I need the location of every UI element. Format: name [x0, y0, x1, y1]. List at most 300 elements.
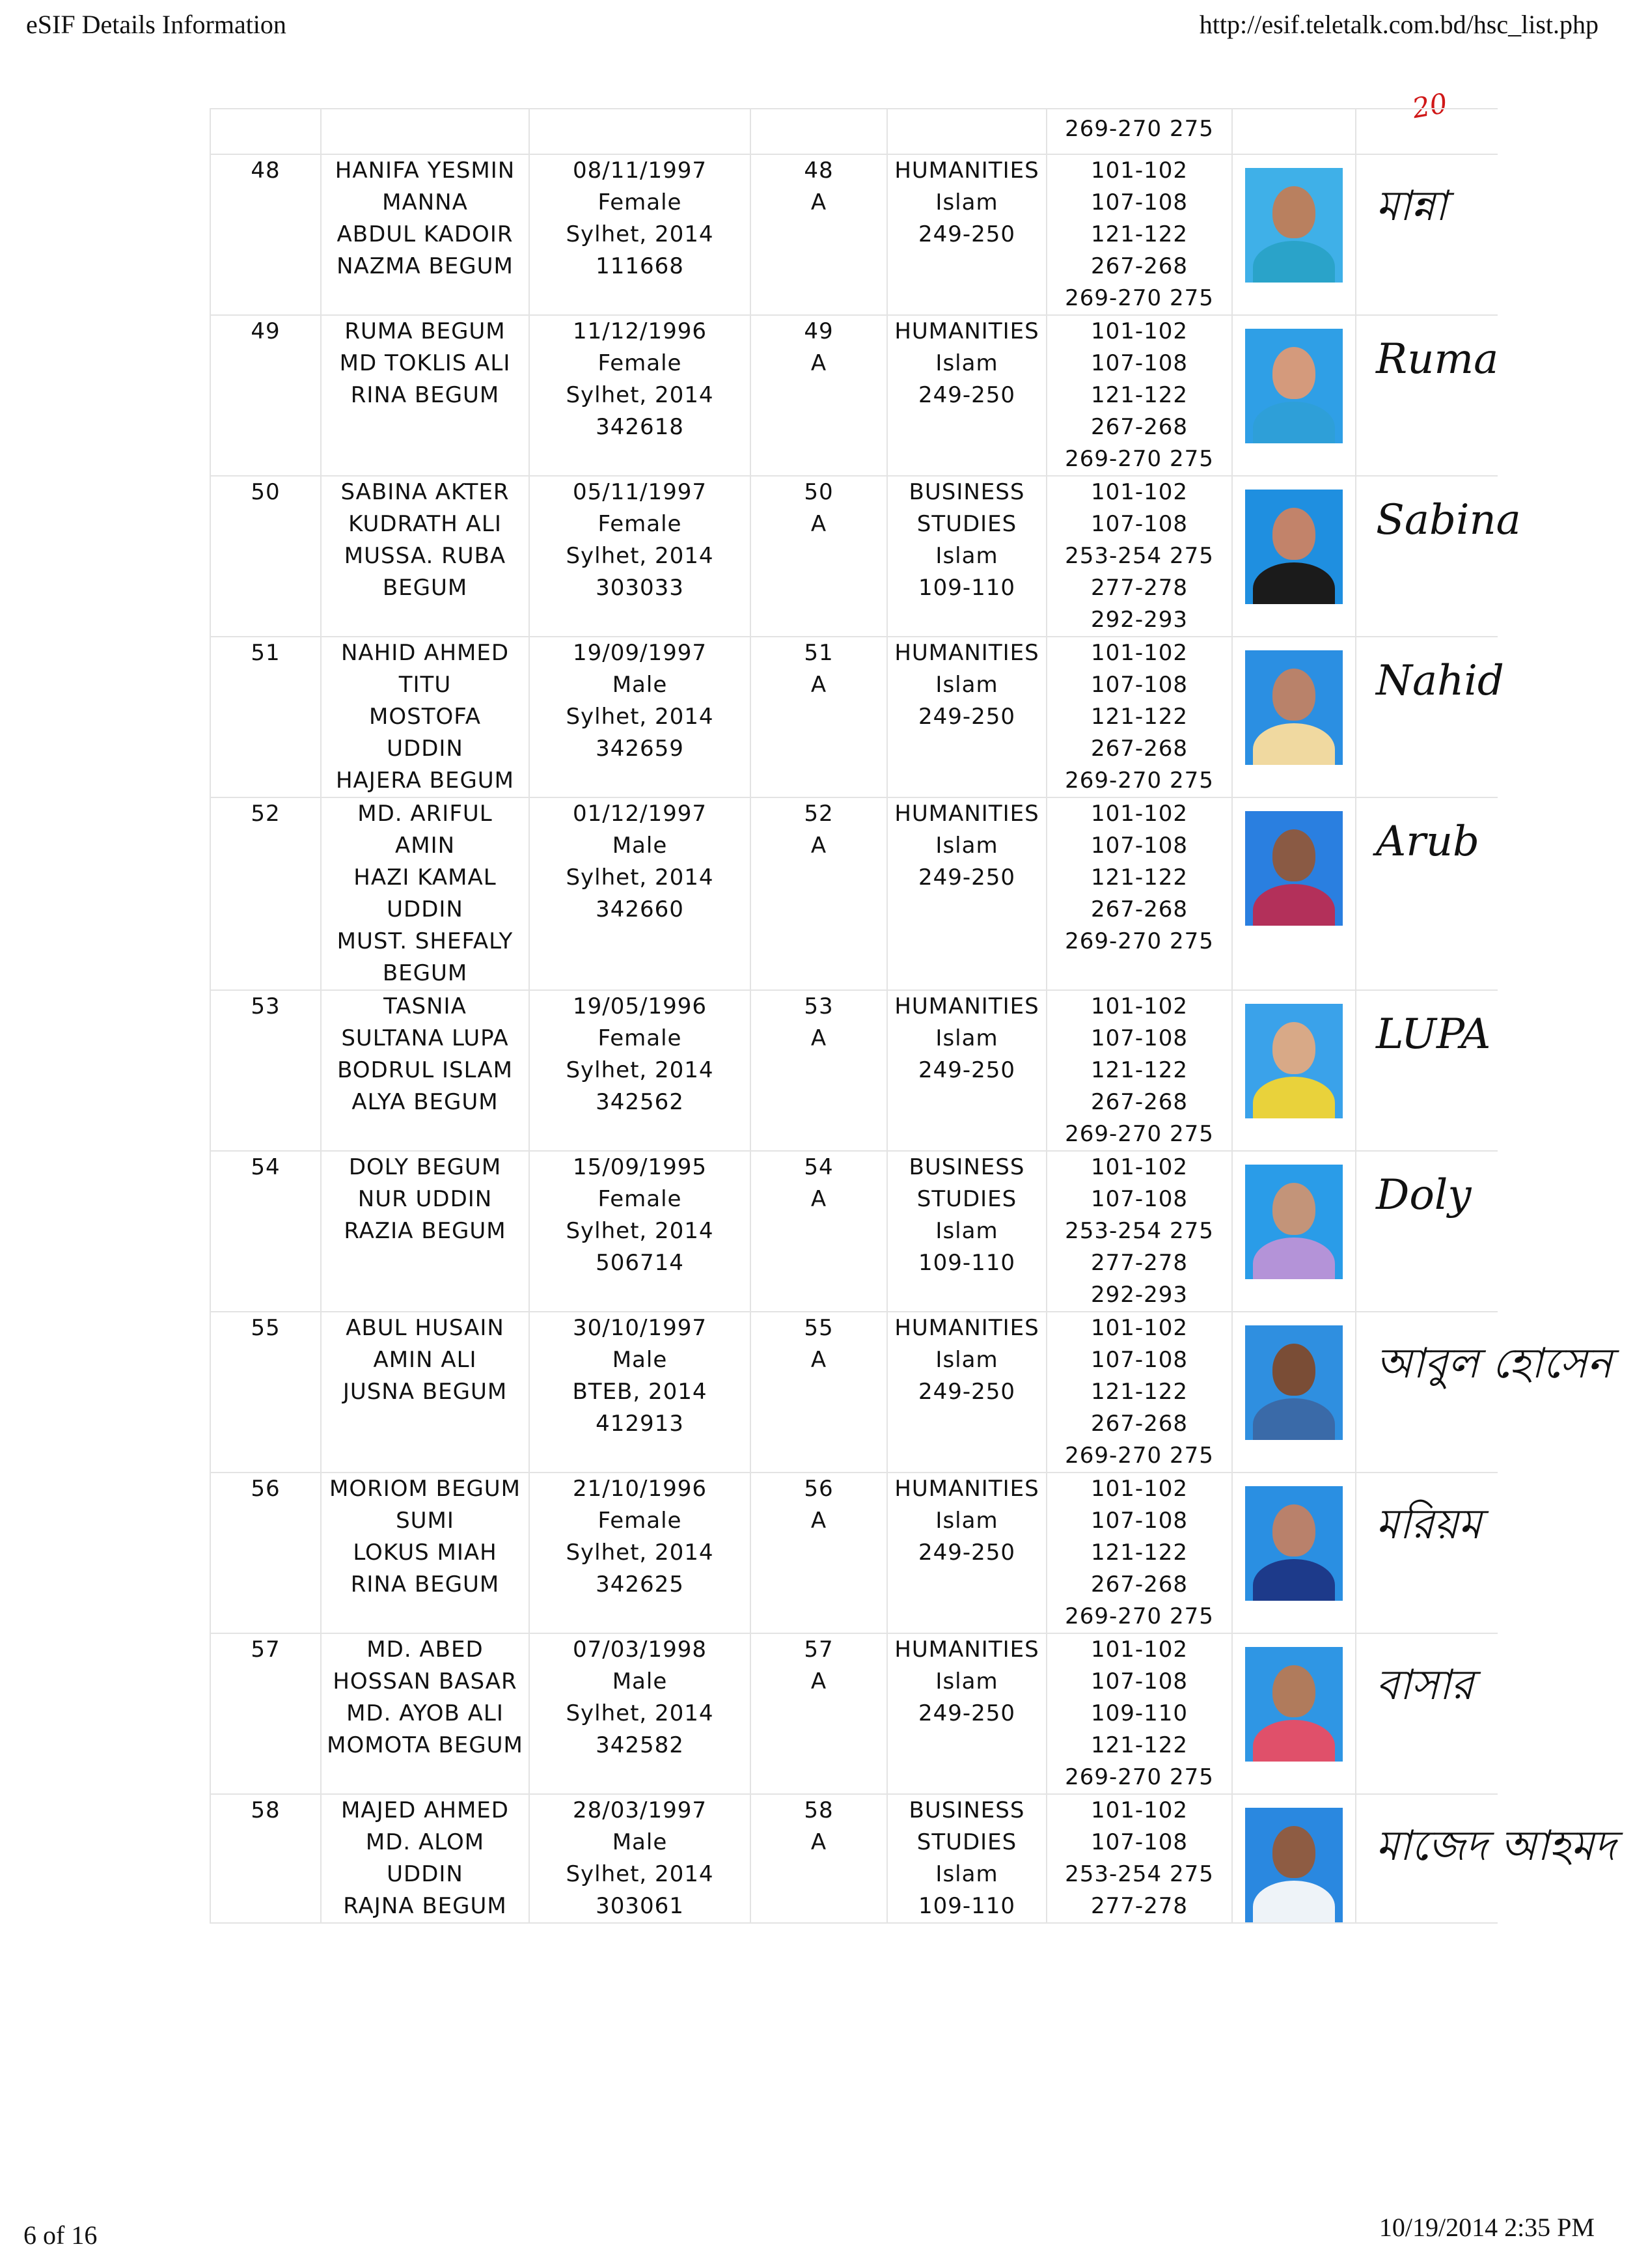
name-line: MUSSA. RUBA [344, 543, 506, 569]
group-line: 249-250 [918, 1540, 1016, 1566]
signature: Ruma [1376, 335, 1499, 383]
name-line: AMIN ALI [373, 1347, 477, 1373]
student-table-body [210, 109, 1616, 1923]
name-cell [321, 637, 529, 797]
subject-line: 267-268 [1090, 1571, 1188, 1597]
signature: মাজেদ আহমদ [1376, 1822, 1616, 1870]
photo-face [1272, 1183, 1315, 1235]
signature-cell [1356, 1312, 1612, 1473]
roll-cell [750, 797, 887, 990]
group-line: HUMANITIES [894, 1476, 1039, 1502]
name-line: KUDRATH ALI [348, 511, 502, 537]
group-line: 249-250 [918, 864, 1016, 891]
info-line: 01/12/1997 [573, 801, 707, 827]
name-cell [321, 1151, 529, 1312]
photo-clothing [1253, 1077, 1335, 1118]
info-line: 19/09/1997 [573, 640, 707, 666]
info-line: 28/03/1997 [573, 1797, 707, 1823]
name-line: BEGUM [382, 575, 468, 601]
student-photo [1245, 1325, 1343, 1440]
name-cell [321, 1473, 529, 1633]
name-line: BEGUM [382, 960, 468, 986]
info-line: 11/12/1996 [573, 318, 707, 344]
info-line: 111668 [596, 253, 684, 279]
group-line: 249-250 [918, 1700, 1016, 1726]
student-photo [1245, 811, 1343, 926]
group-line: Islam [935, 1347, 998, 1373]
section-letter: A [810, 350, 827, 376]
student-photo [1245, 650, 1343, 765]
serial-cell [210, 1633, 321, 1794]
name-line: MD. AYOB ALI [346, 1700, 504, 1726]
info-line: 08/11/1997 [573, 158, 707, 184]
subject-line: 253-254 275 [1065, 1861, 1214, 1887]
serial-cell [210, 1151, 321, 1312]
subject-line: 253-254 275 [1065, 1218, 1214, 1244]
name-line: MD TOKLIS ALI [339, 350, 511, 376]
group-line: BUSINESS [909, 1797, 1025, 1823]
subject-line: 121-122 [1090, 221, 1188, 247]
signature-cell [1356, 315, 1498, 476]
photo-face [1272, 669, 1315, 721]
group-line: 249-250 [918, 1379, 1016, 1405]
signature-cell [1356, 990, 1498, 1151]
info-line: Sylhet, 2014 [566, 1057, 714, 1083]
page-header-title: eSIF Details Information [26, 10, 286, 39]
info-line: 342582 [596, 1732, 684, 1758]
group-line: Islam [935, 1508, 998, 1534]
name-line: HAZI KAMAL [353, 864, 497, 891]
page-header-url: http://esif.teletalk.com.bd/hsc_list.php [1199, 10, 1599, 39]
serial-cell [210, 797, 321, 990]
name-cell [321, 476, 529, 637]
name-line: ALYA BEGUM [351, 1089, 499, 1115]
photo-cell [1232, 1312, 1356, 1473]
print-datetime: 10/19/2014 2:35 PM [1379, 2213, 1595, 2242]
info-line: Sylhet, 2014 [566, 221, 714, 247]
table-row [210, 1633, 1498, 1794]
photo-face [1272, 1344, 1315, 1396]
subjects-cell [1047, 990, 1232, 1151]
info-line: 15/09/1995 [573, 1154, 707, 1180]
subjects-cell [1047, 1794, 1232, 1923]
subject-line: 267-268 [1090, 1411, 1188, 1437]
info-line: Sylhet, 2014 [566, 382, 714, 408]
info-cell [529, 154, 750, 315]
name-line: RINA BEGUM [350, 382, 500, 408]
photo-clothing [1253, 723, 1335, 765]
subject-line: 107-108 [1090, 672, 1188, 698]
name-line: MORIOM BEGUM [329, 1476, 521, 1502]
group-line: 249-250 [918, 1057, 1016, 1083]
name-line: MOSTOFA [369, 704, 481, 730]
roll-number: 56 [804, 1476, 834, 1502]
student-photo [1245, 1486, 1343, 1601]
subject-line: 101-102 [1090, 1797, 1188, 1823]
photo-face [1272, 1022, 1315, 1074]
info-line: Sylhet, 2014 [566, 1540, 714, 1566]
info-line: 07/03/1998 [573, 1637, 707, 1663]
photo-cell [1232, 154, 1356, 315]
student-photo [1245, 329, 1343, 443]
subject-line: 101-102 [1090, 1637, 1188, 1663]
info-line: 30/10/1997 [573, 1315, 707, 1341]
cell [1356, 109, 1498, 154]
subject-line: 267-268 [1090, 253, 1188, 279]
info-cell [529, 315, 750, 476]
serial-cell [210, 637, 321, 797]
subject-line: 107-108 [1090, 511, 1188, 537]
info-line: 342562 [596, 1089, 684, 1115]
subject-line: 121-122 [1090, 382, 1188, 408]
roll-cell [750, 1794, 887, 1923]
name-line: SULTANA LUPA [341, 1025, 509, 1051]
group-line: BUSINESS [909, 479, 1025, 505]
roll-cell [750, 990, 887, 1151]
subjects-cell [1047, 315, 1232, 476]
name-line: MD. ABED [366, 1637, 484, 1663]
subject-line: 101-102 [1090, 801, 1188, 827]
serial-cell [210, 1312, 321, 1473]
subject-line: 269-270 275 [1065, 1121, 1214, 1147]
name-cell [321, 154, 529, 315]
name-line: MUST. SHEFALY [336, 928, 514, 954]
name-line: UDDIN [387, 1861, 463, 1887]
subject-line: 269-270 275 [1065, 285, 1214, 311]
subject-line: 277-278 [1090, 1250, 1188, 1276]
subject-line: 101-102 [1090, 158, 1188, 184]
info-line: Female [597, 1025, 682, 1051]
info-line: Female [597, 1508, 682, 1534]
subject-line: 269-270 275 [1065, 446, 1214, 472]
name-line: MANNA [382, 189, 468, 215]
name-line: AMIN [394, 833, 456, 859]
page-counter: 6 of 16 [23, 2220, 98, 2250]
section-letter: A [810, 1668, 827, 1694]
photo-face [1272, 347, 1315, 399]
subject-line: 107-108 [1090, 833, 1188, 859]
table-row [210, 637, 1498, 797]
info-line: Female [597, 1186, 682, 1212]
name-cell [321, 1794, 529, 1923]
name-line: MOMOTA BEGUM [327, 1732, 523, 1758]
info-cell [529, 1633, 750, 1794]
subject-line: 121-122 [1090, 1540, 1188, 1566]
roll-cell [750, 1473, 887, 1633]
info-cell [529, 476, 750, 637]
table-row [210, 1312, 1498, 1473]
subject-line: 121-122 [1090, 1057, 1188, 1083]
name-cell [321, 1312, 529, 1473]
signature: Doly [1376, 1171, 1472, 1219]
section-letter: A [810, 1829, 827, 1855]
subject-line: 292-293 [1090, 1282, 1188, 1308]
name-line: JUSNA BEGUM [342, 1379, 508, 1405]
signature-cell [1356, 476, 1521, 637]
cell [529, 109, 750, 154]
roll-number: 54 [804, 1154, 834, 1180]
subject-line: 101-102 [1090, 318, 1188, 344]
subjects-cell [1047, 1151, 1232, 1312]
subject-line: 267-268 [1090, 414, 1188, 440]
name-line: RAJNA BEGUM [343, 1893, 507, 1919]
name-line: RAZIA BEGUM [344, 1218, 506, 1244]
photo-clothing [1253, 241, 1335, 283]
subject-line: 277-278 [1090, 1893, 1188, 1919]
subject-line: 269-270 275 [1065, 768, 1214, 794]
info-line: 05/11/1997 [573, 479, 707, 505]
info-line: Sylhet, 2014 [566, 1861, 714, 1887]
info-line: Sylhet, 2014 [566, 704, 714, 730]
subject-line: 269-270 275 [1065, 1443, 1214, 1469]
subject-line: 267-268 [1090, 1089, 1188, 1115]
subject-line: 267-268 [1090, 736, 1188, 762]
subject-line: 269-270 275 [1065, 928, 1214, 954]
group-line: HUMANITIES [894, 640, 1039, 666]
photo-cell [1232, 1151, 1356, 1312]
signature: বাসার [1376, 1661, 1474, 1709]
group-line: Islam [935, 189, 998, 215]
group-line: 109-110 [918, 1893, 1016, 1919]
subjects-cell [1047, 637, 1232, 797]
photo-clothing [1253, 402, 1335, 443]
info-line: Male [612, 1829, 668, 1855]
name-line: SABINA AKTER [340, 479, 510, 505]
group-line: 249-250 [918, 704, 1016, 730]
group-line: Islam [935, 1218, 998, 1244]
subject-line: 277-278 [1090, 575, 1188, 601]
serial-number: 53 [251, 993, 281, 1019]
subject-line: 121-122 [1090, 704, 1188, 730]
serial-number: 50 [251, 479, 281, 505]
info-line: Male [612, 1347, 668, 1373]
name-cell [321, 990, 529, 1151]
roll-number: 57 [804, 1637, 834, 1663]
name-line: UDDIN [387, 736, 463, 762]
table-row [210, 315, 1498, 476]
info-line: Sylhet, 2014 [566, 543, 714, 569]
photo-cell [1232, 990, 1356, 1151]
group-line: Islam [935, 1861, 998, 1887]
group-line: HUMANITIES [894, 318, 1039, 344]
margin-note: 20 [1410, 87, 1450, 125]
subject-line: 121-122 [1090, 1732, 1188, 1758]
signature: আবুল হোসেন [1376, 1340, 1612, 1388]
student-table [210, 108, 1616, 1924]
photo-cell [1232, 315, 1356, 476]
roll-cell [750, 315, 887, 476]
signature-cell [1356, 797, 1498, 990]
info-cell [529, 1473, 750, 1633]
signature: Nahid [1376, 657, 1504, 705]
name-line: NUR UDDIN [357, 1186, 493, 1212]
subject-line: 292-293 [1090, 607, 1188, 633]
name-line: UDDIN [387, 896, 463, 922]
group-line: STUDIES [916, 1829, 1017, 1855]
photo-face [1272, 186, 1315, 238]
subject-line: 107-108 [1090, 189, 1188, 215]
group-line: Islam [935, 833, 998, 859]
subject-line: 107-108 [1090, 1668, 1188, 1694]
group-cell [887, 1312, 1047, 1473]
section-letter: A [810, 189, 827, 215]
name-cell [321, 1633, 529, 1794]
photo-face [1272, 829, 1315, 881]
group-line: HUMANITIES [894, 158, 1039, 184]
subject-line: 101-102 [1090, 479, 1188, 505]
info-line: BTEB, 2014 [572, 1379, 707, 1405]
info-cell [529, 1151, 750, 1312]
section-letter: A [810, 833, 827, 859]
cell [321, 109, 529, 154]
info-cell [529, 1794, 750, 1923]
roll-cell [750, 1312, 887, 1473]
group-line: 249-250 [918, 221, 1016, 247]
info-cell [529, 990, 750, 1151]
name-line: TITU [398, 672, 452, 698]
photo-cell [1232, 1633, 1356, 1794]
photo-clothing [1253, 1720, 1335, 1762]
name-line: HANIFA YESMIN [335, 158, 515, 184]
table-row-continuation [210, 109, 1498, 154]
group-line: Islam [935, 1668, 998, 1694]
name-line: BODRUL ISLAM [337, 1057, 513, 1083]
section-letter: A [810, 511, 827, 537]
subjects-cell [1047, 1312, 1232, 1473]
group-line: Islam [935, 1025, 998, 1051]
group-cell [887, 797, 1047, 990]
signature-cell [1356, 1633, 1498, 1794]
group-line: STUDIES [916, 511, 1017, 537]
info-line: 342625 [596, 1571, 684, 1597]
signature: মরিয়ম [1376, 1500, 1482, 1549]
group-cell [887, 315, 1047, 476]
photo-clothing [1253, 1881, 1335, 1922]
name-line: MD. ARIFUL [357, 801, 493, 827]
group-line: HUMANITIES [894, 801, 1039, 827]
table-row [210, 1151, 1498, 1312]
subject-line: 269-270 275 [1065, 1764, 1214, 1790]
group-line: 109-110 [918, 575, 1016, 601]
roll-cell [750, 1151, 887, 1312]
info-line: Sylhet, 2014 [566, 1700, 714, 1726]
table-row [210, 797, 1498, 990]
subject-line: 109-110 [1090, 1700, 1188, 1726]
name-cell [321, 315, 529, 476]
serial-number: 58 [251, 1797, 281, 1823]
table-row [210, 990, 1498, 1151]
info-line: 303033 [596, 575, 684, 601]
subjects-cell [1047, 797, 1232, 990]
photo-cell [1232, 797, 1356, 990]
section-letter: A [810, 1508, 827, 1534]
signature-cell [1356, 1151, 1498, 1312]
subject-line: 121-122 [1090, 1379, 1188, 1405]
serial-number: 55 [251, 1315, 281, 1341]
info-line: Sylhet, 2014 [566, 864, 714, 891]
group-line: HUMANITIES [894, 1637, 1039, 1663]
signature-cell [1356, 637, 1504, 797]
table-row [210, 1794, 1498, 1923]
roll-number: 49 [804, 318, 834, 344]
photo-cell [1232, 1473, 1356, 1633]
roll-cell [750, 637, 887, 797]
info-line: 342659 [596, 736, 684, 762]
subject-line: 107-108 [1090, 1186, 1188, 1212]
group-line: HUMANITIES [894, 993, 1039, 1019]
serial-number: 48 [251, 158, 281, 184]
subjects-cell [1047, 109, 1232, 154]
subject-line: 101-102 [1090, 1476, 1188, 1502]
name-line: MAJED AHMED [341, 1797, 509, 1823]
section-letter: A [810, 1025, 827, 1051]
info-line: Male [612, 672, 668, 698]
serial-number: 51 [251, 640, 281, 666]
cell [1232, 109, 1356, 154]
student-photo [1245, 1647, 1343, 1762]
group-cell [887, 1151, 1047, 1312]
serial-number: 52 [251, 801, 281, 827]
roll-number: 48 [804, 158, 834, 184]
student-photo [1245, 168, 1343, 283]
signature: Sabina [1376, 496, 1521, 544]
group-cell [887, 1794, 1047, 1923]
signature: LUPA [1376, 1010, 1491, 1058]
signature: মান্না [1376, 182, 1448, 230]
photo-clothing [1253, 884, 1335, 926]
photo-face [1272, 1826, 1315, 1878]
subject-line: 267-268 [1090, 896, 1188, 922]
subject-line: 101-102 [1090, 1154, 1188, 1180]
name-line: ABUL HUSAIN [346, 1315, 504, 1341]
info-line: Female [597, 511, 682, 537]
info-line: Male [612, 833, 668, 859]
info-line: 19/05/1996 [573, 993, 707, 1019]
name-cell [321, 797, 529, 990]
cell [210, 109, 321, 154]
info-cell [529, 1312, 750, 1473]
name-line: NAHID AHMED [340, 640, 510, 666]
info-line: 303061 [596, 1893, 684, 1919]
group-line: 249-250 [918, 382, 1016, 408]
info-cell [529, 797, 750, 990]
name-line: HOSSAN BASAR [333, 1668, 517, 1694]
photo-face [1272, 1504, 1315, 1556]
name-line: SUMI [396, 1508, 454, 1534]
info-line: Female [597, 189, 682, 215]
roll-number: 52 [804, 801, 834, 827]
group-cell [887, 1473, 1047, 1633]
group-line: BUSINESS [909, 1154, 1025, 1180]
group-cell [887, 990, 1047, 1151]
photo-face [1272, 1665, 1315, 1717]
group-line: Islam [935, 543, 998, 569]
serial-cell [210, 990, 321, 1151]
roll-cell [750, 1633, 887, 1794]
group-cell [887, 476, 1047, 637]
section-letter: A [810, 672, 827, 698]
table-row [210, 154, 1498, 315]
subject-line: 107-108 [1090, 1025, 1188, 1051]
section-letter: A [810, 1347, 827, 1373]
table-row [210, 476, 1498, 637]
photo-cell [1232, 637, 1356, 797]
info-line: 412913 [596, 1411, 684, 1437]
group-cell [887, 154, 1047, 315]
name-line: RUMA BEGUM [344, 318, 506, 344]
serial-cell [210, 476, 321, 637]
cell [750, 109, 887, 154]
